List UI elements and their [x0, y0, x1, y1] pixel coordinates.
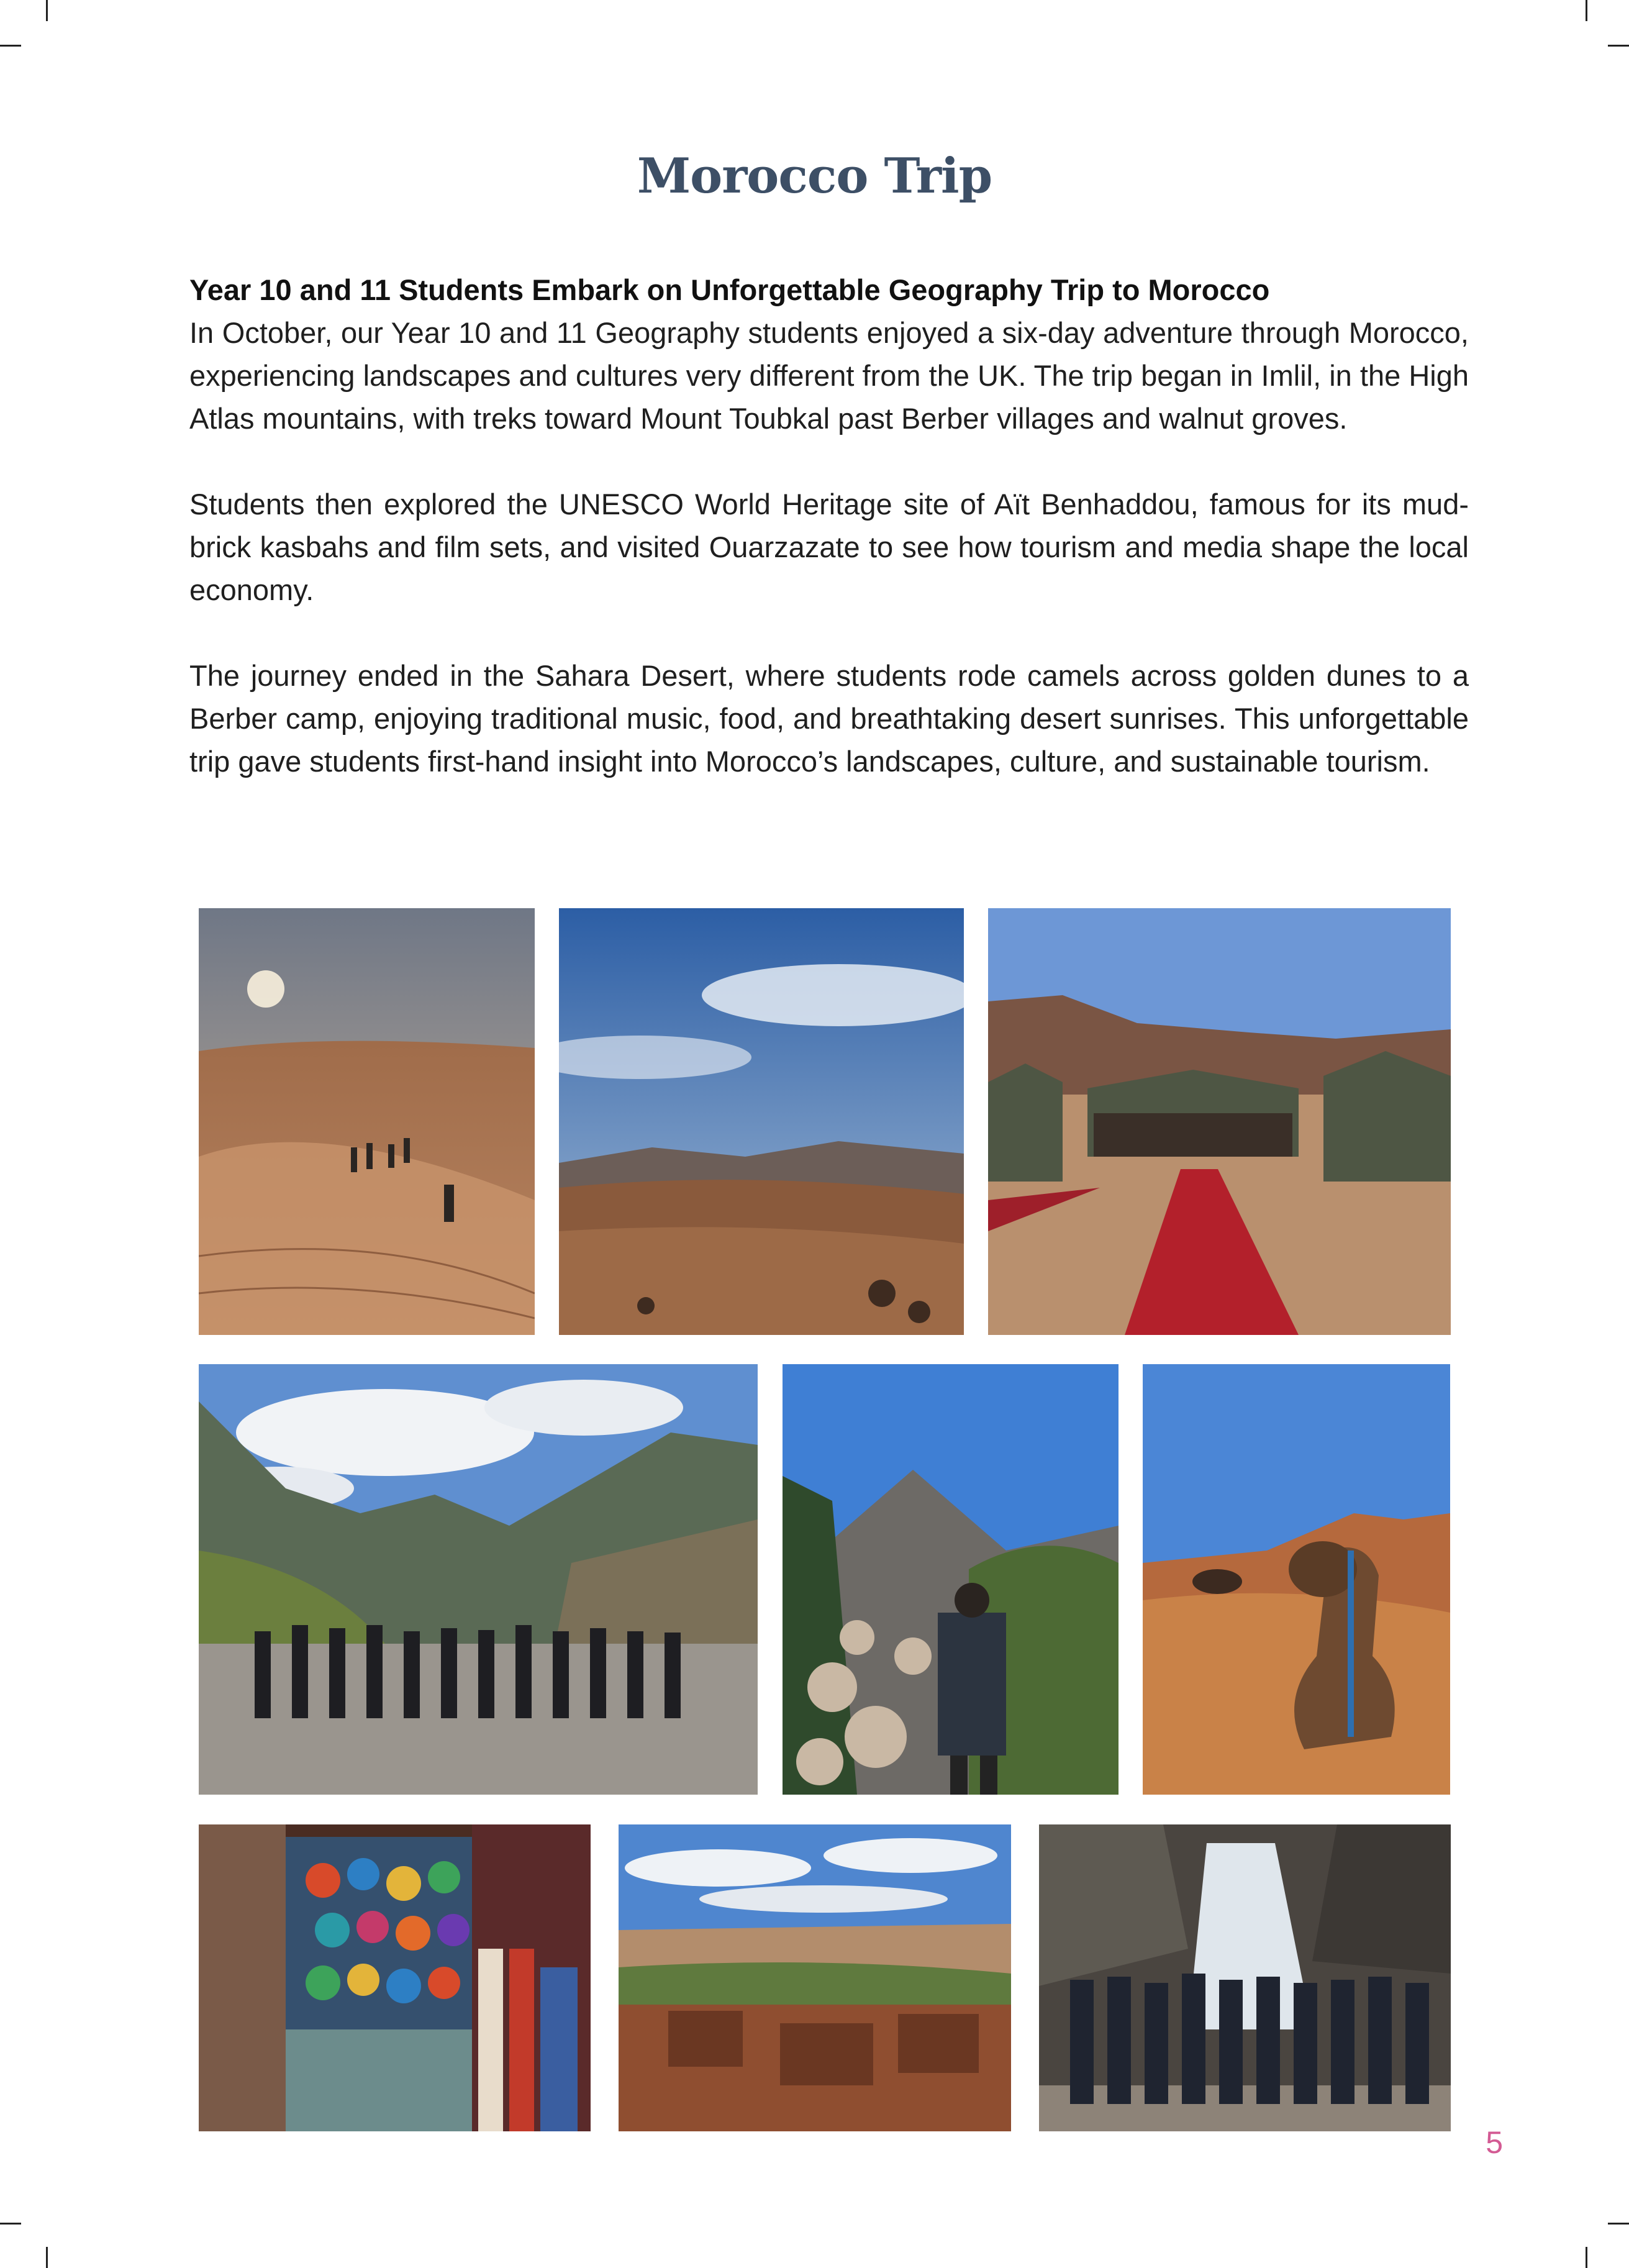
photo-kasbah-view — [619, 1824, 1011, 2131]
article-paragraph: Students then explored the UNESCO World Heritage site of Aït Benhaddou, famous for its mud-brick kasbahs and film sets, and visited Ouarzazate to see how tourism and media shape the local economy. — [189, 488, 1469, 606]
article-headline: Year 10 and 11 Students Embark on Unforgettable Geography Trip to Morocco — [189, 273, 1270, 306]
crop-mark — [46, 0, 48, 21]
photo-desert-dunes — [199, 908, 535, 1335]
photo-berber-camp — [988, 908, 1451, 1335]
crop-mark — [1608, 45, 1629, 47]
photo-group-mountains — [199, 1364, 758, 1795]
photo-hiker-trail — [783, 1364, 1119, 1795]
crop-mark — [0, 2223, 21, 2225]
page-number: 5 — [1486, 2125, 1503, 2160]
crop-mark — [1608, 2223, 1629, 2225]
photo-camel-desert — [1143, 1364, 1450, 1795]
crop-mark — [46, 2247, 48, 2268]
photo-atlas-valley-sky — [559, 908, 964, 1335]
crop-mark — [1586, 0, 1587, 21]
crop-mark — [1586, 2247, 1587, 2268]
photo-souk-market — [199, 1824, 591, 2131]
article-paragraph: The journey ended in the Sahara Desert, where students rode camels across golden dunes to a Berber camp, enjoying traditional music, food, and breathtaking desert sunrises. This unforgettable trip gave students first-hand insight into Morocco’s landscapes, culture, and sustainable tourism. — [189, 659, 1469, 778]
photo-group-waterfall — [1039, 1824, 1451, 2131]
article — [189, 268, 1469, 826]
crop-mark — [0, 45, 21, 47]
page-title: Morocco Trip — [637, 148, 992, 204]
article-paragraph: In October, our Year 10 and 11 Geography students enjoyed a six-day adventure through Morocco, experiencing landscapes and cultures very different from the UK. The trip began in Imlil, in the High Atlas mountains, with treks toward Mount Toubkal past Berber villages and walnut groves. — [189, 316, 1469, 435]
